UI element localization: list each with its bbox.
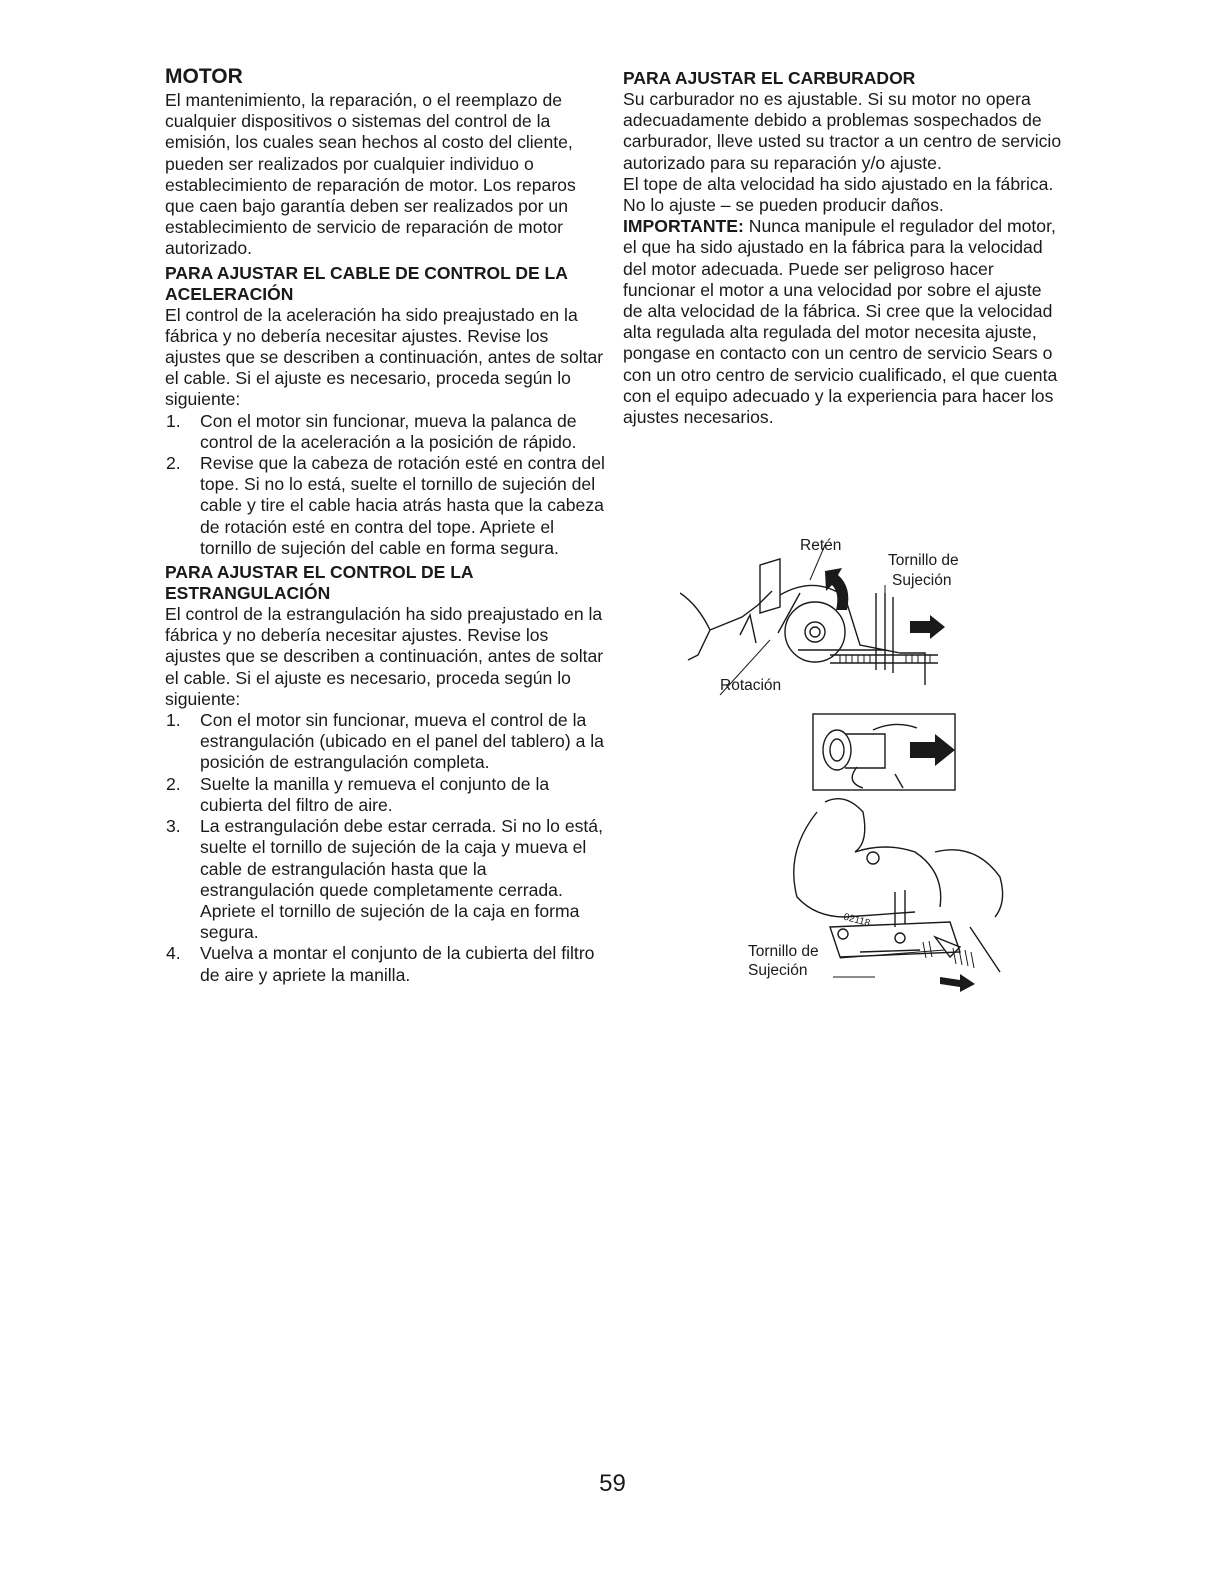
carburetor-paragraph: Su carburador no es ajustable. Si su motor no opera adecuadamente debido a problemas sospechados de carburador, lleve usted su tractor a un centro de servicio autorizado para su reparación y/o ajuste. xyxy=(623,89,1062,173)
throttle-step xyxy=(165,411,605,453)
choke-steps xyxy=(165,710,605,986)
step-text: Suelte la manilla y remueva el conjunto de la cubierta del filtro de aire. xyxy=(200,773,550,815)
throttle-intro: El control de la aceleración ha sido preajustado en la fábrica y no debería necesitar ajustes. Revise los ajustes que se describen a continuación, antes de soltar el cable. Si el ajuste es necesario, proceda según lo siguiente: xyxy=(165,304,604,410)
choke-step xyxy=(165,710,605,774)
part-number: 02118 xyxy=(842,911,872,930)
step-text: Vuelva a montar el conjunto de la cubierta del filtro de aire y apriete la manilla. xyxy=(200,943,595,985)
step-text: Con el motor sin funcionar, mueva el control de la estrangulación (ubicado en el panel del tablero) a la posición de estrangulación completa. xyxy=(200,710,604,773)
label-screw: Tornillo de xyxy=(888,552,959,569)
page-number: 59 xyxy=(599,1470,626,1497)
step-number: 2. xyxy=(166,453,181,474)
motor-paragraph: El mantenimiento, la reparación, o el reemplazo de cualquier dispositivos o sistemas del control de la emisión, los cuales sean hechos al costo del cliente, pueden ser realizados por cualquier individuo o establecimiento de reparación de motor. Los reparos que caen bajo garantía deben ser realizados por un establecimiento de servicio de reparación de motor autorizado. xyxy=(165,90,576,259)
throttle-steps xyxy=(165,411,605,559)
step-number: 4. xyxy=(166,943,181,964)
label-screw: Tornillo de xyxy=(748,943,819,960)
throttle-heading: PARA AJUSTAR EL CABLE DE CONTROL DE LA ACELERACIÓN xyxy=(165,262,568,304)
choke-intro: El control de la estrangulación ha sido preajustado en la fábrica y no debería necesitar ajustes. Revise los ajustes que se describen a continuación, antes de soltar el cable. Si el ajuste es necesario, proceda según lo siguiente: xyxy=(165,604,604,709)
step-text: Con el motor sin funcionar, mueva la palanca de control de la aceleración a la posición de rápido. xyxy=(200,410,577,452)
label-reten: Retén xyxy=(800,537,842,554)
step-number: 3. xyxy=(166,816,181,837)
carburetor-heading: PARA AJUSTAR EL CARBURADOR xyxy=(623,68,916,88)
motor-heading: MOTOR xyxy=(165,65,243,88)
step-number: 1. xyxy=(166,710,181,731)
label-rotation: Rotación xyxy=(720,677,782,694)
step-number: 1. xyxy=(166,410,181,431)
step-text: La estrangulación debe estar cerrada. Si no lo está, suelte el tornillo de sujeción de la caja y mueva el cable de estrangulación hasta que la estrangulación quede completamente cerrada. Apriete el tornillo de sujeción de la caja en forma segura. xyxy=(200,816,603,943)
choke-step xyxy=(165,816,605,943)
step-number: 2. xyxy=(166,773,181,794)
choke-step xyxy=(165,774,605,816)
label-clamp: Sujeción xyxy=(892,572,952,589)
left-column xyxy=(165,64,605,986)
important-text: Nunca manipule el regulador del motor, el que ha sido ajustado en la fábrica para la velocidad del motor adecuada. Puede ser peligroso hacer funcionar el motor a una velocidad por sobre el ajuste de alta velocidad de la fábrica. Si cree que la velocidad alta regulada alta regulada del motor necesita ajuste, pongase en contacto con un centro de servicio Sears o con un otro centro de servicio cualificado, el que cuenta con el equipo adecuado y la experiencia para hacer los ajustes necesarios. xyxy=(623,216,1058,428)
choke-step xyxy=(165,943,605,985)
important-label: IMPORTANTE: xyxy=(623,216,744,237)
choke-heading: PARA AJUSTAR EL CONTROL DE LA ESTRANGULACIÓN xyxy=(165,562,473,604)
right-column xyxy=(623,64,1063,428)
choke-figure xyxy=(745,712,1015,1002)
throttle-figure xyxy=(680,535,980,700)
high-speed-paragraph: El tope de alta velocidad ha sido ajustado en la fábrica. No lo ajuste – se pueden producir daños. xyxy=(623,173,1054,216)
step-text: Revise que la cabeza de rotación esté en contra del tope. Si no lo está, suelte el tornillo de sujeción del cable y tire el cable hacia atrás hasta que la cabeza de rotación esté en contra del tope. Apriete el tornillo de sujeción del cable en forma segura. xyxy=(200,453,605,558)
label-clamp: Sujeción xyxy=(748,962,808,979)
throttle-step xyxy=(165,453,605,559)
important-paragraph xyxy=(623,216,1063,428)
